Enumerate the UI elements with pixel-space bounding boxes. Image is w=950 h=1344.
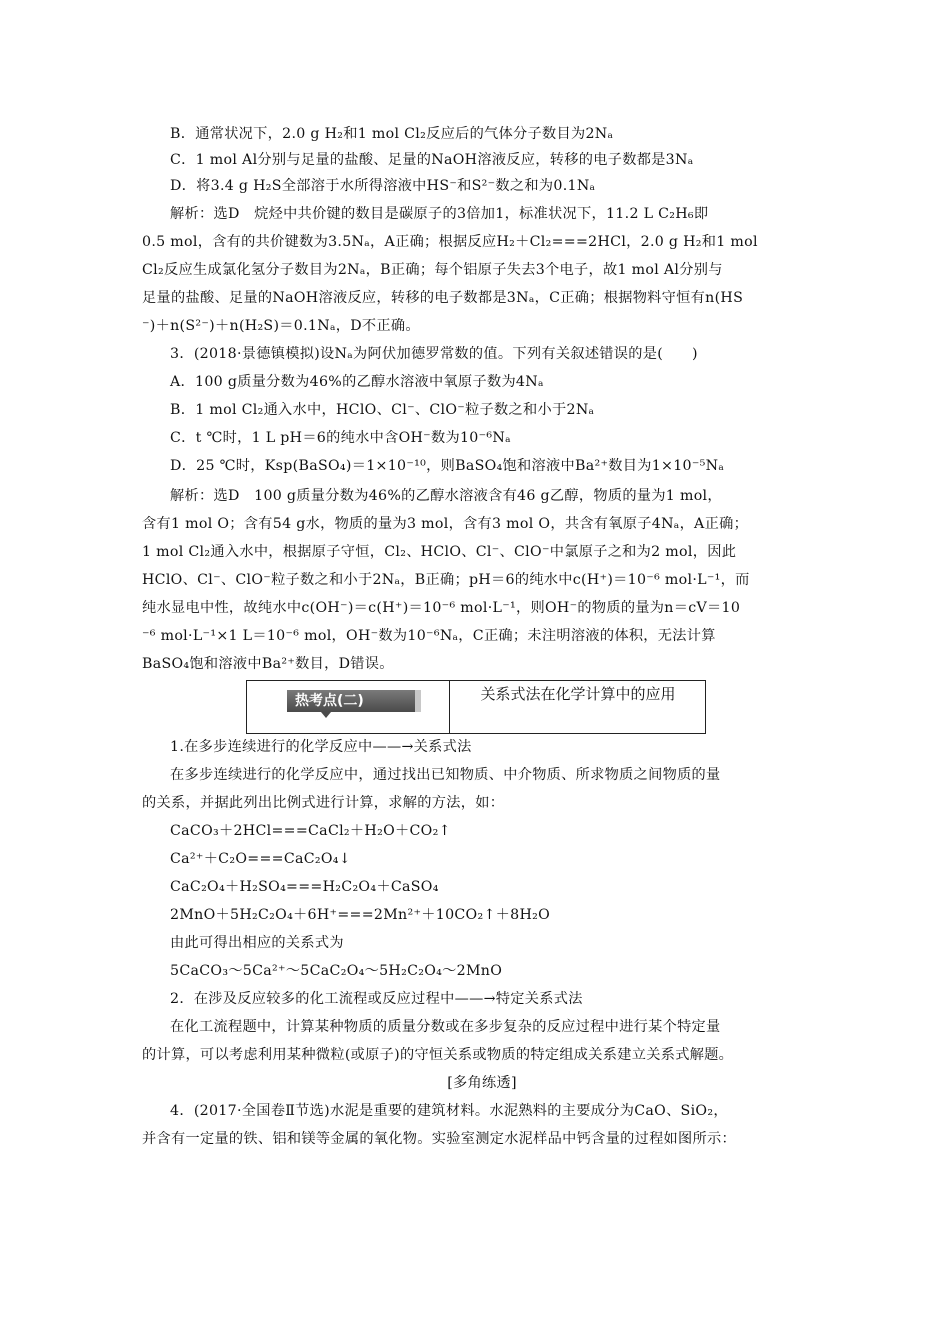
hot-topic-tag-cell	[247, 681, 450, 733]
hot-topic-tag: 热考点(二)	[287, 690, 421, 712]
equation-line: CaCO₃＋2HCl===CaCl₂＋H₂O＋CO₂↑	[170, 823, 451, 839]
question-4: 4．(2017·全国卷Ⅱ节选)水泥是重要的建筑材料。水泥熟料的主要成分为CaO、SiO₂，	[170, 1103, 728, 1119]
analysis-line: 解析：选D 100 g质量分数为46%的乙醇水溶液含有46 g乙醇，物质的量为1 mol，	[170, 488, 722, 504]
question-3: 3．(2018·景德镇模拟)设Nₐ为阿伏加德罗常数的值。下列有关叙述错误的是( )	[170, 346, 698, 362]
option-c: C．t ℃时，1 L pH＝6的纯水中含OH⁻数为10⁻⁶Nₐ	[170, 430, 511, 446]
relation-line: 5CaCO₃～5Ca²⁺～5CaC₂O₄～5H₂C₂O₄～2MnO	[170, 963, 503, 979]
equation-line: 2MnO＋5H₂C₂O₄＋6H⁺===2Mn²⁺＋10CO₂↑＋8H₂O	[170, 907, 551, 923]
option-b: B．通常状况下，2.0 g H₂和1 mol Cl₂反应后的气体分子数目为2Nₐ	[170, 126, 614, 142]
section-heading: 1.在多步连续进行的化学反应中——→关系式法	[170, 739, 472, 755]
option-d: D．将3.4 g H₂S全部溶于水所得溶液中HS⁻和S²⁻数之和为0.1Nₐ	[170, 178, 596, 194]
analysis-line: 足量的盐酸、足量的NaOH溶液反应，转移的电子数都是3Nₐ，C正确；根据物料守恒有n(HS	[142, 290, 744, 306]
equation-line: Ca²⁺＋C₂O===CaC₂O₄↓	[170, 851, 351, 867]
analysis-line: 含有1 mol O；含有54 g水，物质的量为3 mol，含有3 mol O，共含有氧原子4Nₐ，A正确；	[142, 516, 749, 532]
option-c: C．1 mol Al分别与足量的盐酸、足量的NaOH溶液反应，转移的电子数都是3Nₐ	[170, 152, 694, 168]
hot-topic-header	[246, 680, 706, 734]
option-b: B．1 mol Cl₂通入水中，HClO、Cl⁻、ClO⁻粒子数之和小于2Nₐ	[170, 402, 595, 418]
analysis-line: 0.5 mol，含有的共价键数为3.5Nₐ，A正确；根据反应H₂＋Cl₂===2HCl，2.0 g H₂和1 mol	[142, 234, 758, 250]
analysis-line: Cl₂反应生成氯化氢分子数目为2Nₐ，B正确；每个铝原子失去3个电子，故1 mol Al分别与	[142, 262, 723, 278]
analysis-line: 解析：选D 烷烃中共价键的数目是碳原子的3倍加1，标准状况下，11.2 L C₂H₆即	[170, 206, 709, 222]
analysis-line: BaSO₄饱和溶液中Ba²⁺数目，D错误。	[142, 656, 394, 672]
hot-topic-title: 关系式法在化学计算中的应用	[480, 685, 676, 703]
analysis-line: ⁻)＋n(S²⁻)＋n(H₂S)＝0.1Nₐ，D不正确。	[142, 318, 420, 334]
body-line: 在化工流程题中，计算某种物质的质量分数或在多步复杂的反应过程中进行某个特定量	[170, 1019, 721, 1035]
body-line: 的关系，并据此列出比例式进行计算，求解的方法，如：	[142, 795, 505, 811]
analysis-line: HClO、Cl⁻、ClO⁻粒子数之和小于2Nₐ，B正确；pH＝6的纯水中c(H⁺)＝10⁻⁶ mol·L⁻¹，而	[142, 572, 750, 588]
analysis-line: ⁻⁶ mol·L⁻¹×1 L＝10⁻⁶ mol，OH⁻数为10⁻⁶Nₐ，C正确；未注明溶液的体积，无法计算	[142, 628, 716, 644]
option-d: D．25 ℃时，Ksp(BaSO₄)＝1×10⁻¹⁰，则BaSO₄饱和溶液中Ba²⁺数目为1×10⁻⁵Nₐ	[170, 458, 725, 474]
practice-heading: [多角练透]	[447, 1075, 517, 1091]
body-line: 在多步连续进行的化学反应中，通过找出已知物质、中介物质、所求物质之间物质的量	[170, 767, 721, 783]
question-4-line: 并含有一定量的铁、铝和镁等金属的氧化物。实验室测定水泥样品中钙含量的过程如图所示：	[142, 1131, 736, 1147]
equation-line: CaC₂O₄＋H₂SO₄===H₂C₂O₄＋CaSO₄	[170, 879, 439, 895]
body-line: 的计算，可以考虑利用某种微粒(或原子)的守恒关系或物质的特定组成关系建立关系式解题。	[142, 1047, 734, 1063]
analysis-line: 纯水显电中性，故纯水中c(OH⁻)＝c(H⁺)＝10⁻⁶ mol·L⁻¹，则OH⁻的物质的量为n＝cV＝10	[142, 600, 741, 616]
section-heading: 2．在涉及反应较多的化工流程或反应过程中——→特定关系式法	[170, 991, 583, 1007]
analysis-line: 1 mol Cl₂通入水中，根据原子守恒，Cl₂、HClO、Cl⁻、ClO⁻中氯原子之和为2 mol，因此	[142, 544, 737, 560]
body-line: 由此可得出相应的关系式为	[170, 935, 344, 951]
option-a: A．100 g质量分数为46%的乙醇水溶液中氧原子数为4Nₐ	[170, 374, 544, 390]
